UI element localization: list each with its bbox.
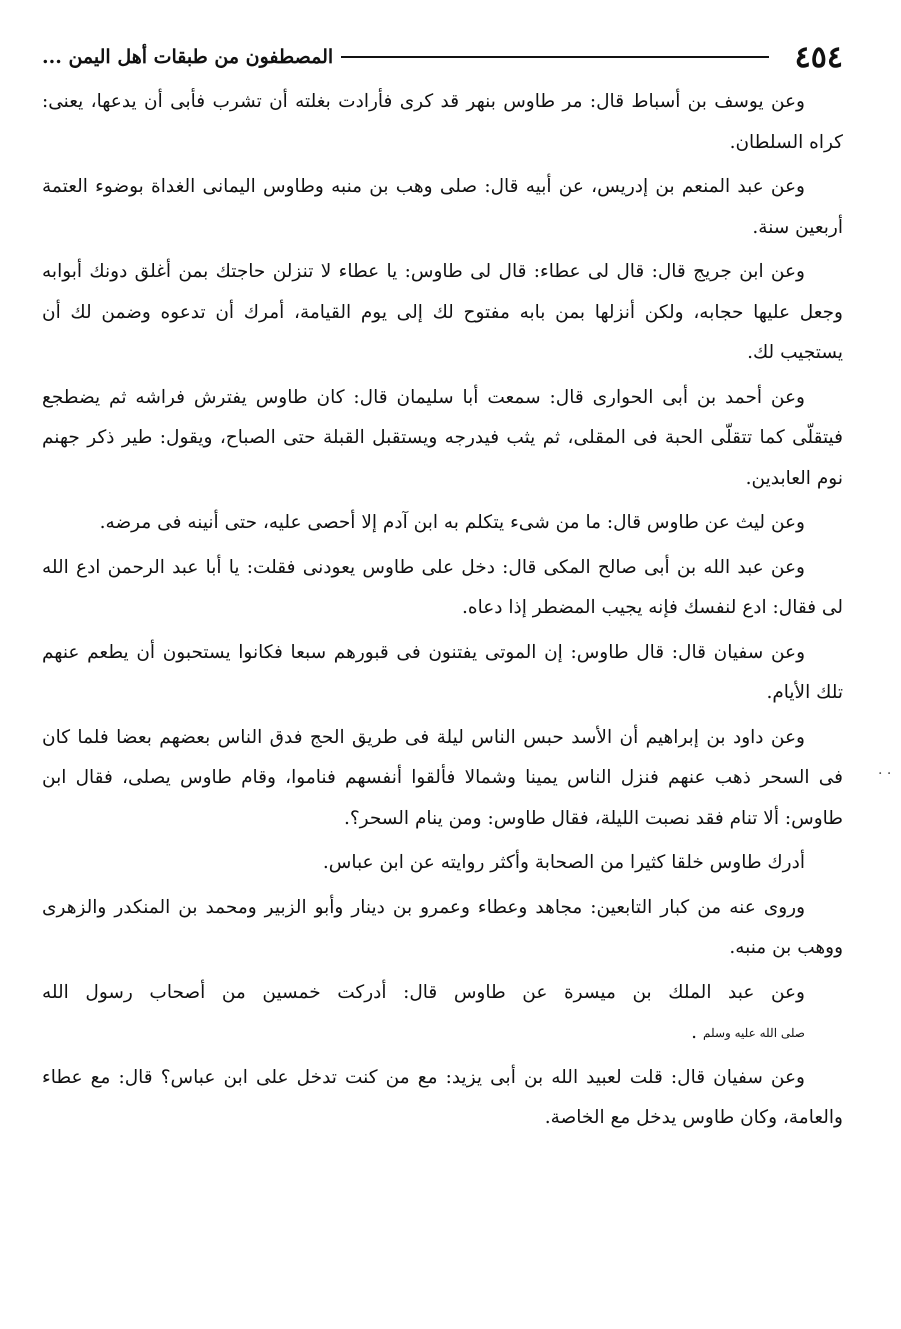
paragraph-3: وعن ابن جريج قال: قال لى عطاء: قال لى طاوس: يا عطاء لا تنزلن حاجتك بمن أغلق دونك أبوابه وجعل عليها حجابه، ولكن أنزلها بمن بابه مفتوح لك إلى يوم القيامة، أمرك أن تدعوه وضمن لك أن يستجيب لك. — [42, 261, 843, 363]
paragraph-10: وروى عنه من كبار التابعين: مجاهد وعطاء وعمرو بن دينار وأبو الزبير ومحمد بن المنكدر والزهرى ووهب بن منبه. — [42, 896, 843, 958]
page-body — [42, 82, 843, 1139]
paragraph-2: وعن عبد المنعم بن إدريس، عن أبيه قال: صلى وهب بن منبه وطاوس اليمانى الغداة بوضوء العتمة أربعين سنة. — [42, 176, 843, 238]
margin-dots: . . — [878, 762, 892, 778]
paragraph-4: وعن أحمد بن أبى الحوارى قال: سمعت أبا سليمان قال: كان طاوس يفترش فراشه ثم يضطجع فيتقلّى كما تتقلّى الحبة فى المقلى، ثم يثب فيدرجه ويستقبل القبلة حتى الصباح، ويقول: طير ذكر جهنم نوم العابدين. — [42, 386, 843, 489]
paragraph-12: وعن سفيان قال: قلت لعبيد الله بن أبى يزيد: مع من كنت تدخل على ابن عباس؟ قال: مع عطاء والعامة، وكان طاوس يدخل مع الخاصة. — [42, 1066, 843, 1128]
header-rule — [341, 56, 769, 58]
page-header — [42, 36, 843, 78]
paragraph-1: وعن يوسف بن أسباط قال: مر طاوس بنهر قد كرى فأرادت بغلته أن تشرب فأبى أن يدعها، يعنى: كراه السلطان. — [42, 91, 843, 153]
paragraph-5: وعن ليث عن طاوس قال: ما من شىء يتكلم به ابن آدم إلا أحصى عليه، حتى أنينه فى مرضه. — [99, 512, 805, 533]
paragraph-11-period: . — [691, 1022, 697, 1043]
paragraph-9: أدرك طاوس خلقا كثيرا من الصحابة وأكثر روايته عن ابن عباس. — [322, 852, 805, 873]
running-title: المصطفون من طبقات أهل اليمن ... — [42, 46, 334, 68]
paragraph-8: وعن داود بن إبراهيم أن الأسد حبس الناس ليلة فى طريق الحج فدق الناس بعضهم بعضا فلما كان فى السحر ذهب عنهم فنزل الناس يمينا وشمالا فألقوا أنفسهم فناموا، وقام طاوس يصلى، فقال ابن طاوس: ألا تنام فقد نصبت الليلة، فقال طاوس: ومن ينام السحر؟. — [42, 726, 843, 829]
paragraph-11 — [42, 973, 843, 1054]
page-number: ٤٥٤ — [794, 39, 843, 75]
salawat-glyph: صلى الله عليه وسلم — [703, 1026, 805, 1040]
paragraph-7: وعن سفيان قال: قال طاوس: إن الموتى يفتنون فى قبورهم سبعا فكانوا يستحبون أن يطعم عنهم تلك الأيام. — [42, 641, 843, 703]
paragraph-6: وعن عبد الله بن أبى صالح المكى قال: دخل على طاوس يعودنى فقلت: يا أبا عبد الرحمن ادع الله لى فقال: ادع لنفسك فإنه يجيب المضطر إذا دعاه. — [42, 556, 843, 618]
paragraph-11-text: وعن عبد الملك بن ميسرة عن طاوس قال: أدركت خمسين من أصحاب رسول الله — [42, 981, 805, 1003]
